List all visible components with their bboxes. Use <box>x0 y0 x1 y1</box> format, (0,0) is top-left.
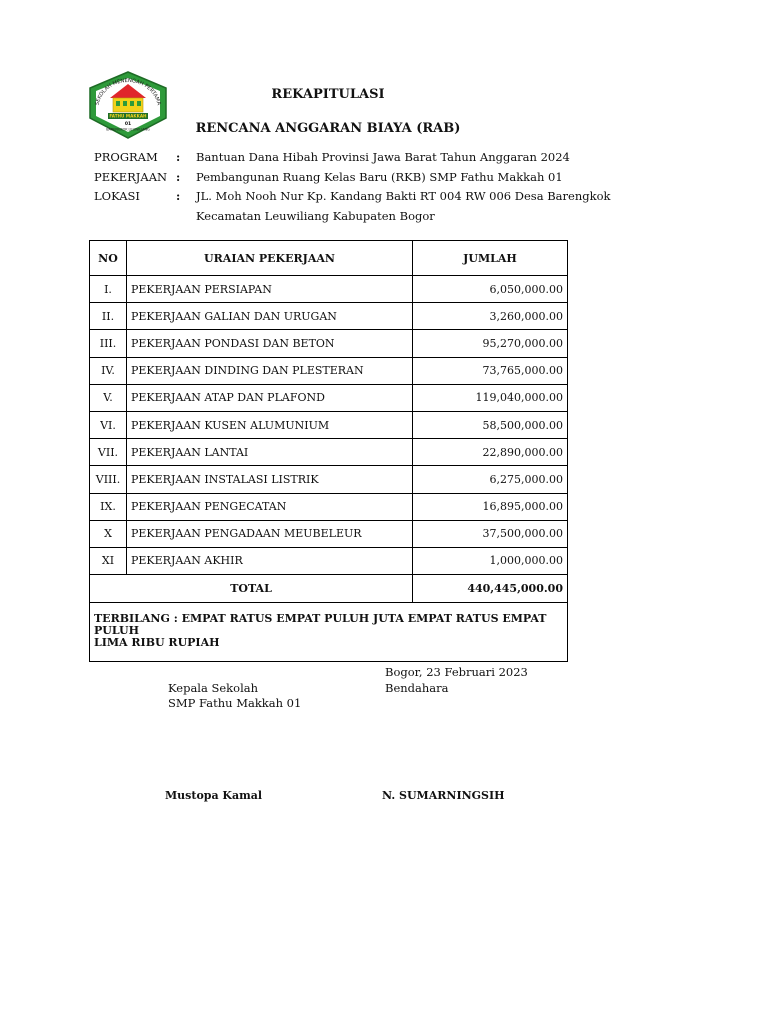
row-no: XI <box>90 547 127 574</box>
header-desc: URAIAN PEKERJAAN <box>127 241 413 276</box>
row-no: VII. <box>90 439 127 466</box>
table-row <box>90 303 568 330</box>
row-amount: 119,040,000.00 <box>413 384 568 411</box>
header-no: NO <box>90 241 127 276</box>
info-separator: : <box>176 169 181 184</box>
table-row <box>90 439 568 466</box>
terbilang-line-2: LIMA RIBU RUPIAH <box>94 636 220 650</box>
info-value: Kecamatan Leuwiliang Kabupaten Bogor <box>196 208 435 223</box>
header-amount: JUMLAH <box>413 241 568 276</box>
row-desc: PEKERJAAN INSTALASI LISTRIK <box>127 466 413 493</box>
row-no: II. <box>90 303 127 330</box>
row-amount: 3,260,000.00 <box>413 303 568 330</box>
info-separator: : <box>176 189 181 203</box>
total-row <box>90 575 568 603</box>
row-desc: PEKERJAAN AKHIR <box>127 547 413 574</box>
row-desc: PEKERJAAN PENGADAAN MEUBELEUR <box>127 520 413 547</box>
row-no: X <box>90 520 127 547</box>
row-desc: PEKERJAAN GALIAN DAN URUGAN <box>127 303 413 330</box>
row-desc: PEKERJAAN LANTAI <box>127 439 413 466</box>
table-row <box>90 357 568 384</box>
logo-banner-text: FATHU MAKKAH <box>109 113 147 119</box>
document-subtitle: RENCANA ANGGARAN BIAYA (RAB) <box>195 121 461 136</box>
row-amount: 58,500,000.00 <box>413 411 568 438</box>
row-no: VIII. <box>90 466 127 493</box>
table-row <box>90 411 568 438</box>
terbilang-line-1: TERBILANG : EMPAT RATUS EMPAT PULUH JUTA EMPAT RATUS EMPAT PULUH <box>94 612 547 638</box>
place-date: Bogor, 23 Februari 2023 <box>385 665 528 679</box>
row-desc: PEKERJAAN PERSIAPAN <box>127 276 413 303</box>
info-key: LOKASI <box>94 189 140 203</box>
right-signatory-name: N. SUMARNINGSIH <box>382 789 505 802</box>
row-no: VI. <box>90 411 127 438</box>
row-no: I. <box>90 276 127 303</box>
info-key: PROGRAM <box>94 150 158 164</box>
row-no: IV. <box>90 357 127 384</box>
row-amount: 16,895,000.00 <box>413 493 568 520</box>
row-no: IX. <box>90 493 127 520</box>
table-row <box>90 547 568 574</box>
row-amount: 1,000,000.00 <box>413 547 568 574</box>
row-amount: 6,275,000.00 <box>413 466 568 493</box>
table-row <box>90 276 568 303</box>
terbilang-cell <box>90 603 568 662</box>
info-value: JL. Moh Nooh Nur Kp. Kandang Bakti RT 004 RW 006 Desa Barengkok <box>196 189 611 203</box>
row-desc: PEKERJAAN PONDASI DAN BETON <box>127 330 413 357</box>
total-amount: 440,445,000.00 <box>413 575 568 603</box>
row-no: V. <box>90 384 127 411</box>
row-amount: 37,500,000.00 <box>413 520 568 547</box>
row-amount: 6,050,000.00 <box>413 276 568 303</box>
left-org: SMP Fathu Makkah 01 <box>168 696 302 710</box>
document-title: REKAPITULASI <box>271 87 385 102</box>
row-desc: PEKERJAAN ATAP DAN PLAFOND <box>127 384 413 411</box>
row-desc: PEKERJAAN DINDING DAN PLESTERAN <box>127 357 413 384</box>
left-signatory-name: Mustopa Kamal <box>165 789 263 802</box>
table-row <box>90 384 568 411</box>
total-label: TOTAL <box>90 575 413 603</box>
table-header-row <box>90 241 568 276</box>
terbilang-row <box>90 603 568 662</box>
logo-bottom-text: BARENGKOK LEUWILIANG <box>106 127 150 132</box>
row-amount: 73,765,000.00 <box>413 357 568 384</box>
logo-arc-text: SEKOLAH MENENGAH PERTAMA <box>94 77 162 106</box>
info-separator: : <box>176 150 181 164</box>
info-key: PEKERJAAN <box>94 169 168 184</box>
row-desc: PEKERJAAN PENGECATAN <box>127 493 413 520</box>
row-amount: 95,270,000.00 <box>413 330 568 357</box>
table-row <box>90 520 568 547</box>
row-amount: 22,890,000.00 <box>413 439 568 466</box>
row-desc: PEKERJAAN KUSEN ALUMUNIUM <box>127 411 413 438</box>
rab-table <box>89 240 568 662</box>
info-value: Bantuan Dana Hibah Provinsi Jawa Barat Tahun Anggaran 2024 <box>196 150 570 164</box>
table-row <box>90 466 568 493</box>
table-row <box>90 330 568 357</box>
logo-number-text: 01 <box>124 122 132 127</box>
left-role: Kepala Sekolah <box>168 681 259 695</box>
right-role: Bendahara <box>385 681 449 695</box>
table-row <box>90 493 568 520</box>
row-no: III. <box>90 330 127 357</box>
info-value: Pembangunan Ruang Kelas Baru (RKB) SMP Fathu Makkah 01 <box>196 169 563 184</box>
